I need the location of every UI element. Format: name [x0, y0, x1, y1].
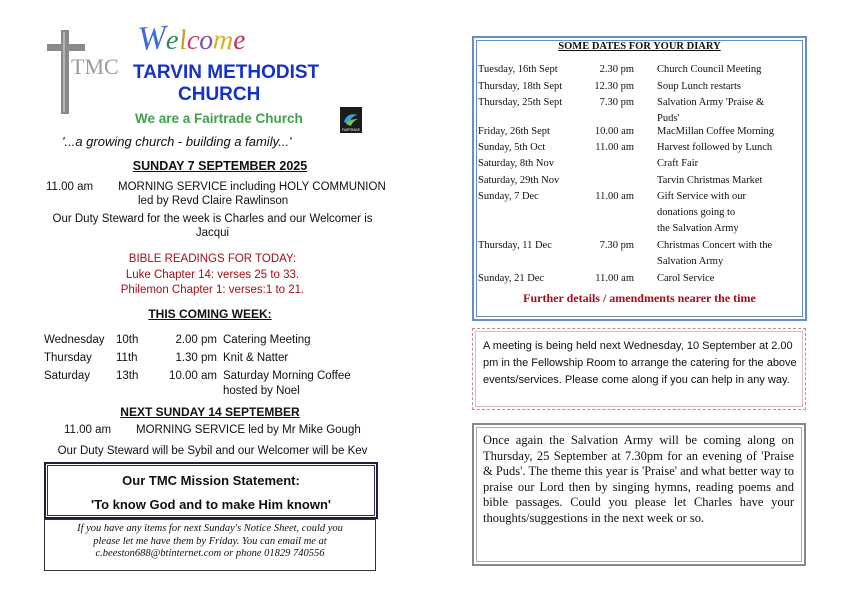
- tmc-cross-logo: [47, 30, 119, 114]
- diary-event: [657, 240, 797, 269]
- diary-date: Thursday, 11 Dec: [478, 240, 552, 251]
- diary-date: Friday, 26th Sept: [478, 126, 550, 137]
- diary-date: Sunday, 5th Oct: [478, 142, 546, 153]
- week-time: 10.00 am: [169, 370, 217, 382]
- diary-event: [657, 97, 797, 126]
- next-sunday-description: MORNING SERVICE led by Mr Mike Gough: [136, 424, 361, 436]
- salvation-army-text: Once again the Salvation Army will be coming along on Thursday, 25 September at 7.30pm for an evening of 'Praise & Puds'. The theme this year is 'Praise' and what better way to praise our Lord then by singing hymns, reading poems and bible passages. Could you please let Charles have your thoughts/suggestions in the next week or so.: [483, 433, 794, 525]
- welcome-letter: e: [232, 24, 247, 57]
- church-title: [106, 62, 376, 106]
- diary-event: [657, 64, 797, 77]
- diary-event-line: Puds': [657, 113, 680, 125]
- diary-event-line: Salvation Army: [657, 256, 724, 268]
- welcome-letter: c: [185, 24, 201, 57]
- welcome-letter: o: [197, 24, 215, 57]
- diary-time: 7.30 pm: [599, 97, 634, 108]
- week-event: Saturday Morning Coffee: [223, 370, 351, 382]
- week-date: 11th: [116, 352, 138, 364]
- week-event-detail: hosted by Noel: [223, 385, 300, 397]
- welcome-letter: l: [177, 24, 188, 57]
- diary-event-line: Harvest followed by Lunch: [657, 142, 773, 153]
- diary-event: [657, 175, 797, 188]
- diary-date: Thursday, 25th Sept: [478, 97, 563, 108]
- notice-items-line1: If you have any items for next Sunday's Notice Sheet, could you: [77, 523, 343, 534]
- diary-footer: Further details / amendments nearer the time: [523, 291, 756, 305]
- fairtrade-mark-label: FAIRTRADE: [342, 128, 360, 132]
- diary-event-line: MacMillan Coffee Morning: [657, 126, 775, 137]
- week-day: Saturday: [44, 370, 91, 382]
- week-day: Thursday: [44, 352, 92, 364]
- notice-items-line2: please let me have them by Friday. You can email me at: [93, 535, 327, 547]
- notice-items-box: [44, 519, 376, 571]
- diary-date: Tuesday, 16th Sept: [478, 64, 558, 75]
- diary-event: [657, 126, 797, 139]
- week-date: 13th: [116, 370, 139, 382]
- next-sunday-time: 11.00 am: [64, 424, 112, 436]
- diary-event-line: Christmas Concert with the: [657, 240, 773, 251]
- sunday-heading: SUNDAY 7 SEPTEMBER 2025: [132, 159, 308, 173]
- diary-event-line: Gift Service with our: [657, 191, 746, 202]
- diary-event-line: the Salvation Army: [657, 223, 739, 235]
- diary-event: [657, 81, 797, 94]
- diary-date: Saturday, 29th Nov: [478, 175, 560, 186]
- sunday-service-description: MORNING SERVICE including HOLY COMMUNION: [118, 181, 386, 193]
- diary-event-line: Tarvin Christmas Market: [657, 175, 763, 186]
- welcome-letter: e: [165, 24, 180, 57]
- welcome-letter: W: [136, 19, 168, 58]
- mission-title: Our TMC Mission Statement:: [122, 473, 300, 488]
- week-time: 1.30 pm: [175, 352, 217, 364]
- diary-date: Sunday, 7 Dec: [478, 191, 539, 202]
- fairtrade-mark-icon: [340, 107, 362, 133]
- next-sunday-heading: NEXT SUNDAY 14 SEPTEMBER: [120, 405, 300, 419]
- sunday-service-leader: led by Revd Claire Rawlinson: [138, 195, 289, 207]
- sunday-duty-steward: Our Duty Steward for the week is Charles and our Welcomer is Jacqui: [52, 213, 373, 239]
- diary-date: Saturday, 8th Nov: [478, 158, 555, 169]
- church-title-line2: CHURCH: [178, 84, 261, 105]
- diary-date: Sunday, 21 Dec: [478, 273, 545, 284]
- diary-event: [657, 273, 797, 286]
- diary-time: 11.00 am: [595, 142, 634, 153]
- diary-event: [657, 142, 797, 155]
- notice-items-contact: c.beeston688@btinternet.com or phone 01829 740556: [95, 548, 325, 559]
- mission-statement: 'To know God and to make Him known': [91, 497, 331, 512]
- fairtrade-statement: We are a Fairtrade Church: [135, 111, 303, 126]
- diary-event-line: Craft Fair: [657, 158, 699, 169]
- bible-readings-title: BIBLE READINGS FOR TODAY:: [128, 253, 297, 265]
- week-date: 10th: [116, 334, 139, 346]
- diary-time: 11.00 am: [595, 273, 634, 284]
- week-event: Catering Meeting: [223, 334, 311, 346]
- sunday-service-time: 11.00 am: [46, 181, 94, 193]
- mission-statement-box: [44, 462, 378, 519]
- diary-event-line: donations going to: [657, 207, 736, 219]
- logo-letter-t: TMC: [71, 54, 119, 79]
- this-week-heading: THIS COMING WEEK:: [148, 307, 272, 321]
- diary-time: 12.30 pm: [594, 81, 634, 92]
- welcome-banner: [138, 20, 328, 56]
- diary-time: 7.30 pm: [599, 240, 634, 251]
- diary-time: 2.30 pm: [599, 64, 634, 75]
- diary-event-line: Carol Service: [657, 273, 715, 284]
- diary-event-line: Church Council Meeting: [657, 64, 762, 75]
- bible-reading-philemon: Philemon Chapter 1: verses:1 to 21.: [120, 284, 305, 296]
- week-event: Knit & Natter: [223, 352, 289, 364]
- meeting-notice-text: A meeting is being held next Wednesday, 10 September at 2.00 pm in the Fellowship Room to arrange the catering for the above events/services. Please come along if you can help in any way.: [483, 340, 797, 386]
- church-title-line1: TARVIN METHODIST: [133, 62, 320, 83]
- diary-event: [657, 158, 797, 171]
- next-sunday-duty-steward: Our Duty Steward will be Sybil and our Welcomer will be Kev: [57, 445, 368, 457]
- diary-title: SOME DATES FOR YOUR DIARY: [558, 41, 721, 52]
- welcome-letter: m: [211, 24, 235, 57]
- church-tagline: '...a growing church - building a family...': [62, 134, 292, 149]
- diary-date: Thursday, 18th Sept: [478, 81, 563, 92]
- diary-event-line: Soup Lunch restarts: [657, 81, 741, 92]
- week-time: 2.00 pm: [175, 334, 217, 346]
- diary-time: 10.00 am: [594, 126, 634, 137]
- diary-event: [657, 191, 797, 236]
- diary-time: 11.00 am: [595, 191, 634, 202]
- diary-event-line: Salvation Army 'Praise &: [657, 97, 765, 108]
- bible-reading-luke: Luke Chapter 14: verses 25 to 33.: [125, 269, 300, 281]
- week-day: Wednesday: [44, 334, 105, 346]
